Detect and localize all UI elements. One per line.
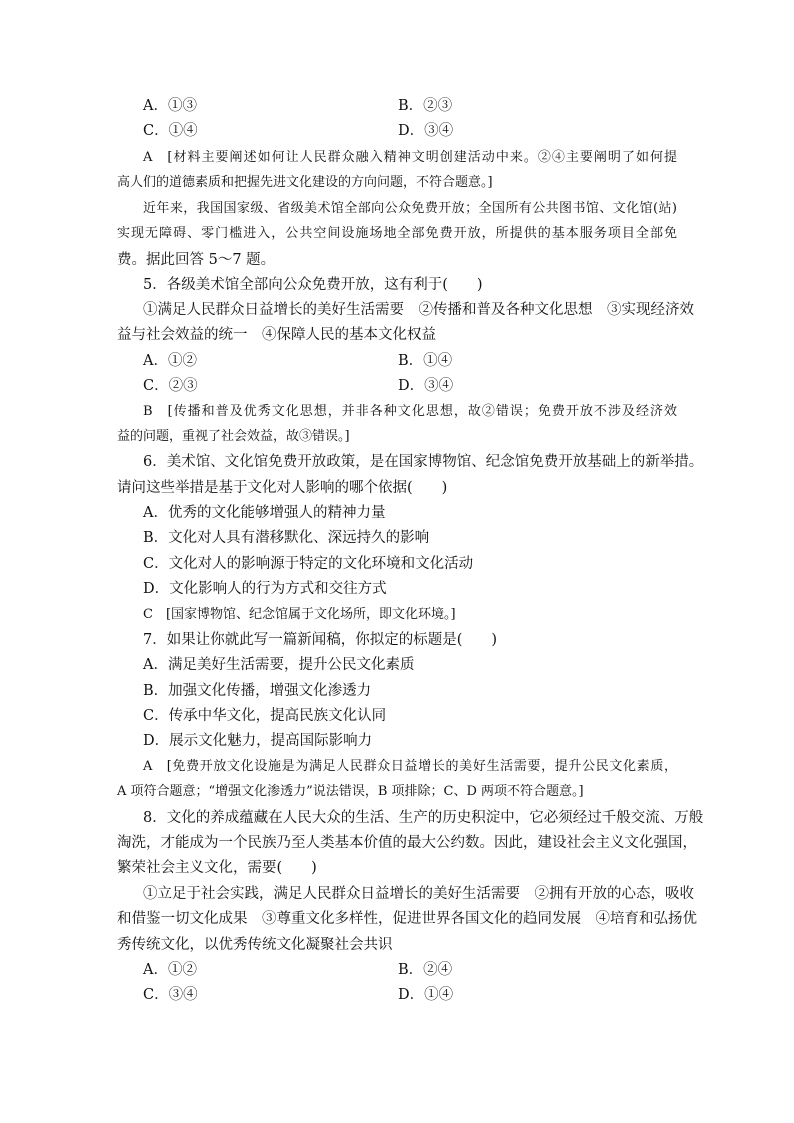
q7-option-d: D．展示文化魅力，提高国际影响力 xyxy=(143,733,373,749)
q4-answer-line-1: A [材料主要阐述如何让人民群众融入精神文明创建活动中来。②④主要阐明了如何提 xyxy=(143,150,677,165)
q5-options-row-2 xyxy=(0,376,794,396)
q6-stem-line-2: 请问这些举措是基于文化对人影响的哪个依据( ) xyxy=(117,480,448,496)
q8-options-row-1 xyxy=(0,960,794,980)
q8-item-line-1: ①立足于社会实践，满足人民群众日益增长的美好生活需要 ②拥有开放的心态，吸收 xyxy=(143,886,694,902)
q4-option-c: C．①④ xyxy=(143,123,198,139)
q5-options-row-1 xyxy=(0,351,794,371)
q8-options-row-2 xyxy=(0,985,794,1005)
q6-answer: C [国家博物馆、纪念馆属于文化场所，即文化环境。] xyxy=(143,607,456,622)
q5-answer-line-1: B [传播和普及优秀文化思想，并非各种文化思想，故②错误；免费开放不涉及经济效 xyxy=(143,404,677,419)
q4-option-d: D．③④ xyxy=(398,123,454,139)
q7-answer-line-1: A [免费开放文化设施是为满足人民群众日益增长的美好生活需要，提升公民文化素质， xyxy=(143,759,677,774)
q8-option-d: D．①④ xyxy=(398,987,454,1003)
q7-option-c: C．传承中华文化，提高民族文化认同 xyxy=(143,708,387,724)
q4-answer-line-2: 高人们的道德素质和把握先进文化建设的方向问题，不符合题意。] xyxy=(117,175,493,190)
q6-option-a: A．优秀的文化能够增强人的精神力量 xyxy=(143,505,386,521)
q8-stem-line-3: 繁荣社会主义文化，需要( ) xyxy=(117,860,317,876)
q8-item-line-2: 和借鉴一切文化成果 ③尊重文化多样性，促进世界各国文化的趋同发展 ④培育和弘扬优 xyxy=(117,911,697,927)
q8-option-b: B．②④ xyxy=(398,962,453,978)
q4-options-row-2 xyxy=(0,121,794,141)
q5-stem: 5．各级美术馆全部向公众免费开放，这有利于( ) xyxy=(143,277,483,293)
q4-options-row-1 xyxy=(0,96,794,116)
q8-option-c: C．③④ xyxy=(143,987,198,1003)
material-line-3: 费。据此回答 5～7 题。 xyxy=(117,252,276,268)
q8-option-a: A．①② xyxy=(143,962,197,978)
q4-option-a: A．①③ xyxy=(143,98,197,114)
q5-option-b: B．①④ xyxy=(398,353,453,369)
q6-stem-line-1: 6．美术馆、文化馆免费开放政策，是在国家博物馆、纪念馆免费开放基础上的新举措。 xyxy=(143,454,704,470)
q5-item-line-1: ①满足人民群众日益增长的美好生活需要 ②传播和普及各种文化思想 ③实现经济效 xyxy=(143,302,694,318)
q7-option-a: A．满足美好生活需要，提升公民文化素质 xyxy=(143,657,415,673)
q5-option-c: C．②③ xyxy=(143,378,198,394)
q6-option-c: C．文化对人的影响源于特定的文化环境和文化活动 xyxy=(143,556,474,572)
q8-stem-line-1: 8．文化的养成蕴藏在人民大众的生活、生产的历史积淀中，它必须经过千般交流、万般 xyxy=(143,810,704,826)
material-line-2: 实现无障碍、零门槛进入，公共空间设施场地全部免费开放，所提供的基本服务项目全部免 xyxy=(117,226,677,241)
q7-answer-line-2: A 项符合题意；“增强文化渗透力”说法错误，B 项排除；C、D 两项不符合题意。] xyxy=(117,784,584,799)
q7-option-b: B．加强文化传播，增强文化渗透力 xyxy=(143,683,372,699)
q5-answer-line-2: 益的问题，重视了社会效益，故③错误。] xyxy=(117,429,350,444)
q7-stem: 7．如果让你就此写一篇新闻稿，你拟定的标题是( ) xyxy=(143,632,498,648)
q6-option-b: B．文化对人具有潜移默化、深远持久的影响 xyxy=(143,530,430,546)
q6-option-d: D．文化影响人的行为方式和交往方式 xyxy=(143,581,387,597)
q5-item-line-2: 益与社会效益的统一 ④保障人民的基本文化权益 xyxy=(117,327,436,343)
q8-stem-line-2: 淘洗，才能成为一个民族乃至人类基本价值的最大公约数。因此，建设社会主义文化强国， xyxy=(117,835,697,851)
q4-option-b: B．②③ xyxy=(398,98,453,114)
q5-option-d: D．③④ xyxy=(398,378,454,394)
q5-option-a: A．①② xyxy=(143,353,197,369)
q8-item-line-3: 秀传统文化，以优秀传统文化凝聚社会共识 xyxy=(117,937,393,953)
material-line-1: 近年来，我国国家级、省级美术馆全部向公众免费开放；全国所有公共图书馆、文化馆(站) xyxy=(143,201,677,216)
